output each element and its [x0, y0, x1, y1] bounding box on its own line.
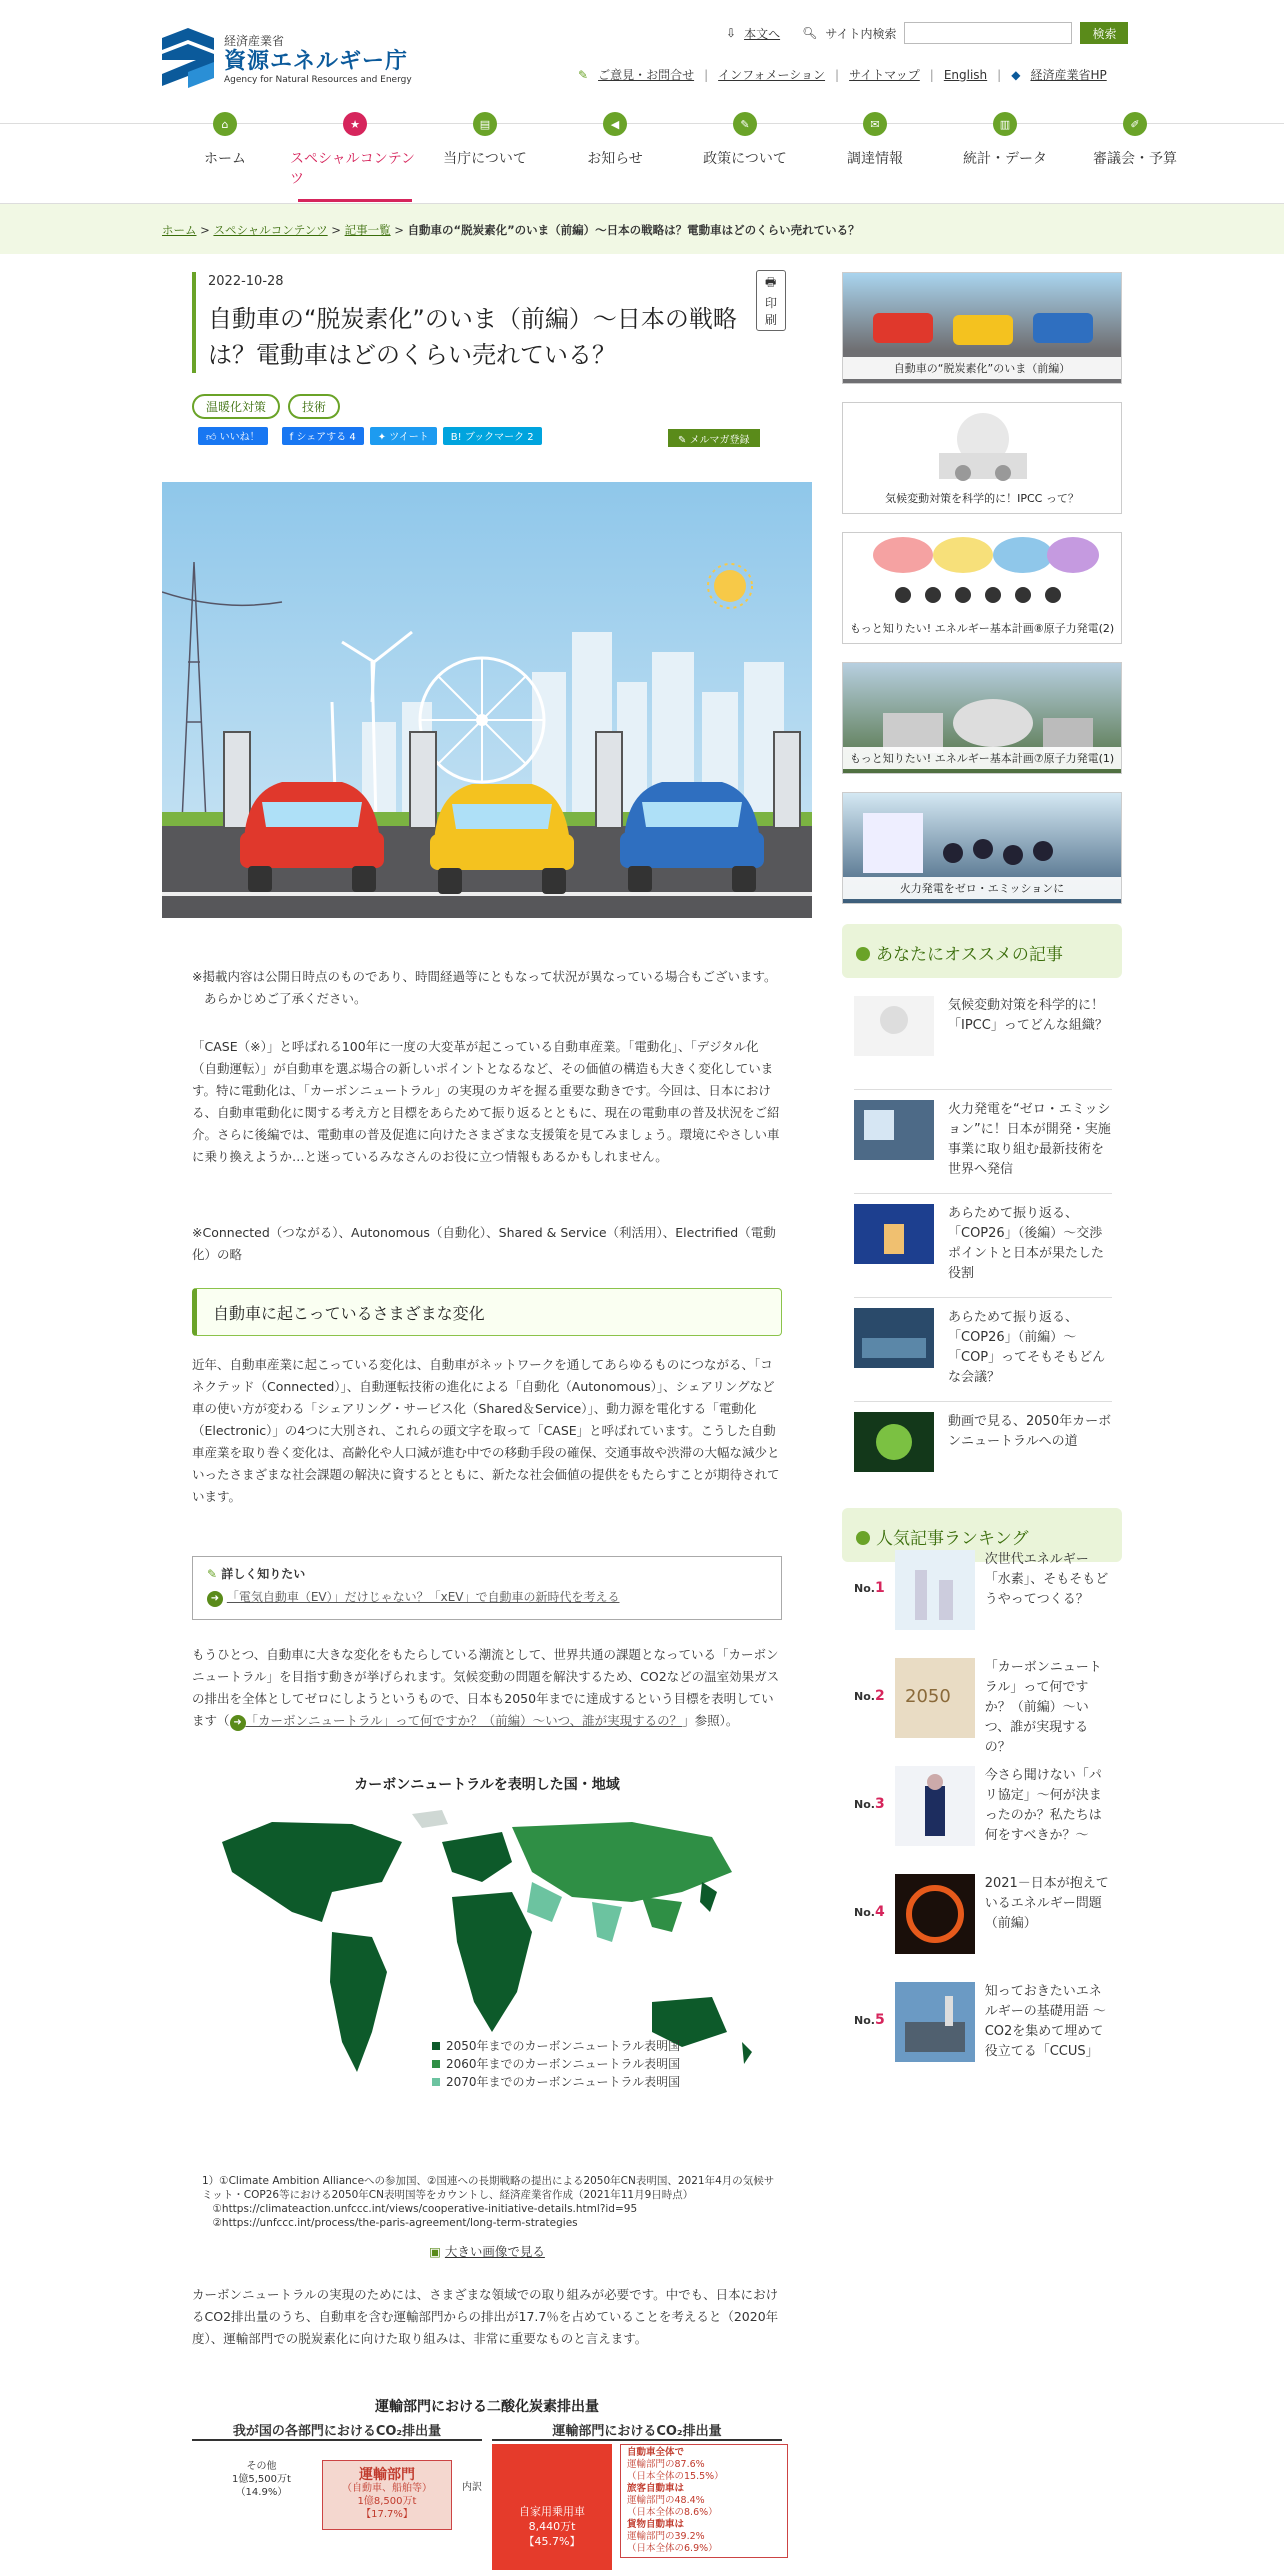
separator: |: [704, 67, 709, 82]
nav-label: お知らせ: [587, 151, 643, 167]
banner-ipcc[interactable]: [842, 402, 1122, 514]
document-icon: ▤: [473, 112, 497, 136]
recommended-title: あなたにオススメの記事: [876, 945, 1063, 965]
skip-icon: ⇩: [726, 26, 737, 40]
banner-label: もっと知りたい! エネルギー基本計画⑦原子力発電(1): [843, 747, 1121, 769]
map-caption: カーボンニュートラルを表明した国・地域: [354, 1777, 620, 1793]
nav-statistics[interactable]: [940, 112, 1070, 202]
carbon-neutral-world-map: [212, 1802, 772, 2102]
article-thumbnail: [895, 1874, 975, 1954]
fig-breakdown-label: 内訳: [462, 2482, 482, 2493]
fig-car-pct: 【45.7%】: [523, 2535, 581, 2548]
fig-car-value: 8,440万t: [528, 2520, 576, 2533]
logo-ministry: 経済産業省: [224, 33, 285, 48]
megaphone-icon: ◀: [603, 112, 627, 136]
nav-council-budget[interactable]: [1070, 112, 1200, 202]
carbon-neutral-link[interactable]: 「カーボンニュートラル」って何ですか？（前編）～いつ、誰が実現するの？: [245, 1713, 683, 1728]
fig-right-title: 運輸部門におけるCO₂排出量: [492, 2420, 782, 2441]
recommended-item-title: 気候変動対策を科学的に！「IPCC」ってどんな組織？: [948, 998, 1108, 1033]
mail-icon: ✉: [863, 112, 887, 136]
rank-number: No.5: [854, 2012, 885, 2028]
breadcrumb-list[interactable]: 記事一覧: [344, 223, 391, 237]
pencil-icon: ✎: [207, 1567, 222, 1581]
breadcrumb-current: 自動車の“脱炭素化”のいま（前編）～日本の戦略は？電動車はどのくらい売れている？: [407, 223, 860, 237]
pencil-icon: ✎: [678, 435, 690, 446]
cn-paragraph-text-a: もうひとつ、自動車に大きな変化をもたらしている潮流として、世界共通の課題となっている「カーボンニュートラル」を目指す動きが挙げられます。気候変動の問題を解決するため、CO2などの温室効果ガスの排出を全体としてゼロにしようというもので、日本も2050年までに達成するという目標を表明しています（: [192, 1647, 780, 1728]
bullet-icon: [856, 1531, 870, 1545]
carbon-neutral-paragraph: [192, 1644, 782, 1732]
tag-warming[interactable]: 温暖化対策: [192, 394, 280, 419]
facebook-share-button[interactable]: [282, 427, 364, 445]
print-label: 印刷: [765, 296, 778, 327]
nav-label: スペシャルコンテンツ: [290, 151, 416, 187]
logo-agency-name: 資源エネルギー庁: [224, 48, 409, 74]
nav-home[interactable]: [160, 112, 290, 202]
fig-note-6: （日本全体の8.6%）: [627, 2507, 718, 2518]
nav-about[interactable]: [420, 112, 550, 202]
recommended-item[interactable]: [854, 1090, 1112, 1194]
breadcrumb: ホーム > スペシャルコンテンツ > 記事一覧 > 自動車の“脱炭素化”のいま（前編）～日本の戦略は？電動車はどのくらい売れている？: [0, 204, 1284, 254]
newsletter-button[interactable]: [668, 429, 760, 447]
skip-to-content-link[interactable]: 本文へ: [744, 26, 781, 41]
top-links: [726, 22, 1128, 44]
arrow-right-icon: ➜: [207, 1591, 223, 1607]
ranking-item-title: 次世代エネルギー「水素」、そもそもどうやってつくる？: [984, 1552, 1109, 1607]
search-button[interactable]: 検索: [1080, 22, 1128, 44]
learn-more-box: [192, 1556, 782, 1620]
fig-car-label: 自家用乗用車: [519, 2505, 585, 2518]
banner-label: 自動車の“脱炭素化”のいま（前編）: [843, 357, 1121, 379]
fig-transport-label: 運輸部門: [359, 2467, 415, 2483]
pen-icon: ✐: [1123, 112, 1147, 136]
enlarge-image-link[interactable]: 大きい画像で見る: [444, 2244, 545, 2259]
fig-note-7: 貨物自動車は: [627, 2519, 685, 2530]
nav-procurement[interactable]: [810, 112, 940, 202]
fig-note-3: （日本全体の15.5%）: [627, 2471, 724, 2482]
pencil-icon: ✎: [578, 67, 589, 82]
case-note: ※Connected（つながる）、Autonomous（自動化）、Shared & Service（利活用）、Electrified（電動化）の略: [192, 1225, 776, 1262]
agency-logo-mark: [162, 28, 214, 88]
rank-number: No.3: [854, 1796, 885, 1812]
fig-note-4: 旅客自動車は: [627, 2483, 685, 2494]
fb-label: シェアする 4: [296, 432, 356, 443]
fig-transport-value: 1億8,500万t: [357, 2496, 417, 2507]
utility-links: [578, 66, 1107, 83]
search-label: サイト内検索: [825, 26, 897, 41]
fig-other-label: その他: [246, 2461, 277, 2472]
nav-label: 当庁について: [443, 151, 527, 167]
nav-label: 統計・データ: [963, 151, 1047, 167]
article-thumbnail: [895, 1766, 975, 1846]
information-link[interactable]: インフォメーション: [718, 68, 826, 82]
notice-text: ※掲載内容は公開日時点のものであり、時間経過等にともなって状況が異なっている場合もございます。あらかじめご了承ください。: [192, 969, 777, 1006]
fig-other-pct: （14.9%）: [235, 2487, 288, 2498]
fig-note-9: （日本全体の6.9%）: [627, 2543, 718, 2554]
fig-note-1: 自動車全体で: [627, 2447, 685, 2458]
nav-label: 政策について: [703, 151, 787, 167]
banner-zero-emission[interactable]: [842, 792, 1122, 904]
fig-left-title: 我が国の各部門におけるCO₂排出量: [192, 2420, 482, 2441]
article-thumbnail: [854, 1412, 934, 1472]
print-button[interactable]: [756, 270, 786, 331]
twitter-icon: ✦: [377, 432, 390, 443]
ranking-item[interactable]: [854, 1544, 1112, 1652]
ranking-item[interactable]: [854, 1652, 1112, 1760]
ranking-item[interactable]: [854, 1760, 1112, 1868]
english-link[interactable]: English: [943, 67, 988, 82]
meti-hp-link[interactable]: 経済産業省HP: [1030, 68, 1107, 82]
banner-label: もっと知りたい! エネルギー基本計画⑧原子力発電(2): [843, 617, 1121, 639]
article-thumbnail: [854, 1204, 934, 1264]
nav-label: 調達情報: [847, 151, 903, 167]
ranking-item[interactable]: [854, 1976, 1112, 2084]
enlarge-image-row: [192, 2242, 782, 2260]
map-legend-2060: 2060年までのカーボンニュートラル表明国: [446, 2057, 681, 2071]
changes-paragraph: 近年、自動車産業に起こっている変化は、自動車がネットワークを通してあらゆるものにつながる、「コネクテッド（Connected）」、自動運転技術の進化による「自動化（Autonomous）」、シェアリングなど車の使い方が変わる「シェアリング・サービス化（Shared＆Service）」、動力源を電化する「電動化（Electronic）」の4つに大別され、これらの頭文字を取って「CASE」と呼ばれています。こうした自動車産業を取り巻く変化は、高齢化や人口減が進む中での移動手段の確保、交通事故や渋滞の大幅な減少といったさまざまな社会課題の解決に資するとともに、新たな社会価値の提供をもたらすことが期待されています。: [192, 1357, 780, 1504]
share-buttons: [198, 427, 542, 445]
nav-label: 審議会・予算: [1093, 151, 1177, 167]
agency-logo[interactable]: [162, 28, 412, 88]
rank-number: No.1: [854, 1580, 885, 1596]
svg-text:2050: 2050: [904, 1686, 951, 1707]
search-input[interactable]: [904, 22, 1072, 44]
fig-transport-pct: 【17.7%】: [361, 2509, 413, 2520]
learn-more-label: 詳しく知りたい: [221, 1567, 306, 1581]
fig-note-8: 運輸部門の39.2%: [627, 2531, 705, 2542]
ranking-item-title: 「カーボンニュートラル」って何ですか？（前編）～いつ、誰が実現するの？: [984, 1660, 1102, 1755]
nav-label: ホーム: [204, 151, 246, 167]
article-tags: [192, 394, 340, 419]
separator: |: [997, 67, 1002, 82]
map-legend-2050: 2050年までのカーボンニュートラル表明国: [446, 2039, 681, 2053]
article-thumbnail: [895, 1658, 975, 1738]
article-thumbnail: [854, 996, 934, 1056]
recommended-item[interactable]: [854, 1194, 1112, 1298]
meti-logo-icon: ◆: [1011, 67, 1021, 82]
transport-co2-figure: [192, 2420, 792, 2570]
map-legend-2070: 2070年までのカーボンニュートラル表明国: [446, 2075, 681, 2089]
facebook-like-button[interactable]: [198, 427, 268, 445]
like-label: いいね！: [219, 432, 260, 443]
hero-illustration: [162, 482, 812, 918]
recommended-heading: [842, 924, 1122, 978]
global-nav-bar: [0, 100, 1284, 204]
transport-chart-caption: 運輸部門における二酸化炭素排出量: [375, 2399, 599, 2415]
bullet-icon: [856, 947, 870, 961]
printer-icon: 🖶: [765, 275, 777, 289]
tweet-label: ツイート: [389, 432, 429, 443]
title-block: [192, 272, 782, 373]
ranking-item-title: 2021－日本が抱えているエネルギー問題（前編）: [984, 1876, 1109, 1931]
fig-note-5: 運輸部門の48.4%: [627, 2495, 705, 2506]
policy-icon: ✎: [733, 112, 757, 136]
logo-agency-en: Agency for Natural Resources and Energy: [224, 74, 412, 85]
banner-nuclear-1[interactable]: [842, 662, 1122, 774]
image-icon: ▣: [429, 2244, 445, 2259]
facebook-icon: f: [289, 432, 297, 443]
rank-number: No.4: [854, 1904, 885, 1920]
rank-number: No.2: [854, 1688, 885, 1704]
recommended-item[interactable]: [854, 1298, 1112, 1402]
sitemap-link[interactable]: サイトマップ: [849, 68, 920, 82]
ranking-item-title: 今さら聞けない「パリ協定」～何が決まったのか？私たちは何をすべきか？～: [984, 1768, 1102, 1843]
recommended-item-title: あらためて振り返る、「COP26」（前編）～「COP」ってそもそもどんな会議？: [948, 1310, 1106, 1385]
arrow-right-icon: ➜: [230, 1715, 246, 1731]
newsletter-label: メルマガ登録: [689, 435, 750, 446]
bar-chart-icon: ▥: [993, 112, 1017, 136]
intro-paragraph: 「CASE（※）」と呼ばれる100年に一度の大変革が起こっている自動車産業。「電動化」、「デジタル化（自動運転）」が自動車を選ぶ場合の新しいポイントとなるなど、その価値の構造も大きく変化しています。特に電動化は、「カーボンニュートラル」の実現のカギを握る重要な動きです。今回は、日本における、自動車電動化に関する考え方と目標をあらためて振り返るとともに、現在の電動車の普及状況をご紹介。さらに後編では、電動車の普及促進に向けたさまざまな支援策を見てみましょう。環境にやさしい車に乗り換えようか…と迷っているみなさんのお役に立つ情報もあるかもしれません。: [192, 1039, 780, 1164]
article-title: 自動車の“脱炭素化”のいま（前編）～日本の戦略は？電動車はどのくらい売れている？: [208, 305, 737, 369]
recommended-item-title: あらためて振り返る、「COP26」（後編）～交渉ポイントと日本が果たした役割: [948, 1206, 1105, 1281]
section-heading: 自動車に起こっているさまざまな変化: [192, 1288, 782, 1336]
cn-paragraph-text-b: 」参照）。: [682, 1713, 739, 1728]
hatena-icon: B!: [450, 432, 465, 443]
home-icon: ⌂: [213, 112, 237, 136]
nav-special-contents[interactable]: [290, 112, 420, 202]
recommended-item[interactable]: [854, 1402, 1112, 1506]
fig-note-2: 運輸部門の87.6%: [627, 2459, 705, 2470]
breadcrumb-special[interactable]: スペシャルコンテンツ: [213, 223, 328, 237]
banner-decarbonization[interactable]: [842, 272, 1122, 384]
xev-article-link[interactable]: 「電気自動車（EV）」だけじゃない？「xEV」で自動車の新時代を考える: [226, 1590, 620, 1604]
banner-label: 気候変動対策を科学的に！IPCC って？: [843, 487, 1121, 509]
article-thumbnail: [854, 1308, 934, 1368]
global-nav: [160, 112, 1200, 202]
ranking-item[interactable]: [854, 1868, 1112, 1976]
separator: |: [929, 67, 934, 82]
article-thumbnail: [895, 1550, 975, 1630]
article-thumbnail: [895, 1982, 975, 2062]
banner-nuclear-2[interactable]: [842, 532, 1122, 644]
tweet-button[interactable]: [370, 427, 437, 445]
recommended-item[interactable]: [854, 986, 1112, 1090]
separator: |: [835, 67, 840, 82]
nav-news[interactable]: [550, 112, 680, 202]
nav-policy[interactable]: [680, 112, 810, 202]
recommended-item-title: 火力発電を“ゼロ・エミッション”に！日本が開発・実施事業に取り組む最新技術を世界へ発信: [948, 1102, 1111, 1177]
article-thumbnail: [854, 1100, 934, 1160]
fig-other-value: 1億5,500万t: [232, 2474, 291, 2485]
tag-technology[interactable]: 技術: [288, 394, 340, 419]
thumbs-up-icon: 👍︎: [206, 432, 220, 443]
hatena-label: ブックマーク 2: [464, 432, 534, 443]
search-icon: 🔍︎: [802, 26, 818, 40]
publish-date: 2022-10-28: [208, 274, 284, 289]
breadcrumb-home[interactable]: ホーム: [162, 223, 197, 237]
banner-label: 火力発電をゼロ・エミッションに: [843, 877, 1121, 899]
transport-paragraph: カーボンニュートラルの実現のためには、さまざまな領域での取り組みが必要です。中でも、日本におけるCO2排出量のうち、自動車を含む運輸部門からの排出が17.7％を占めていることを考えると（2020年度）、運輸部門での脱炭素化に向けた取り組みは、非常に重要なものと言えます。: [192, 2287, 779, 2346]
ranking-item-title: 知っておきたいエネルギーの基礎用語 ～CO2を集めて埋めて役立てる「CCUS」: [984, 1984, 1106, 2059]
hatena-bookmark-button[interactable]: [443, 427, 542, 445]
ranking-title: 人気記事ランキング: [876, 1529, 1029, 1549]
star-icon: ★: [343, 112, 367, 136]
fig-transport-sub: （自動車、船舶等）: [342, 2483, 432, 2494]
map-source-note: 1）①Climate Ambition Allianceへの参加国、②国連への長期戦略の提出による2050年CN表明国、2021年4月の気候サミット・COP26等における2050年CN表明国等をカウントし、経済産業省作成（2021年11月9日時点） ①https://climateaction.unfccc.int/views/cooperative-initiative-details.html?id=95 ②https://unfccc.int/process/the-paris-agreement/long-term-strategies: [202, 2175, 775, 2229]
recommended-item-title: 動画で見る、2050年カーボンニュートラルへの道: [948, 1414, 1112, 1449]
contact-link[interactable]: ご意見・お問合せ: [598, 68, 695, 82]
